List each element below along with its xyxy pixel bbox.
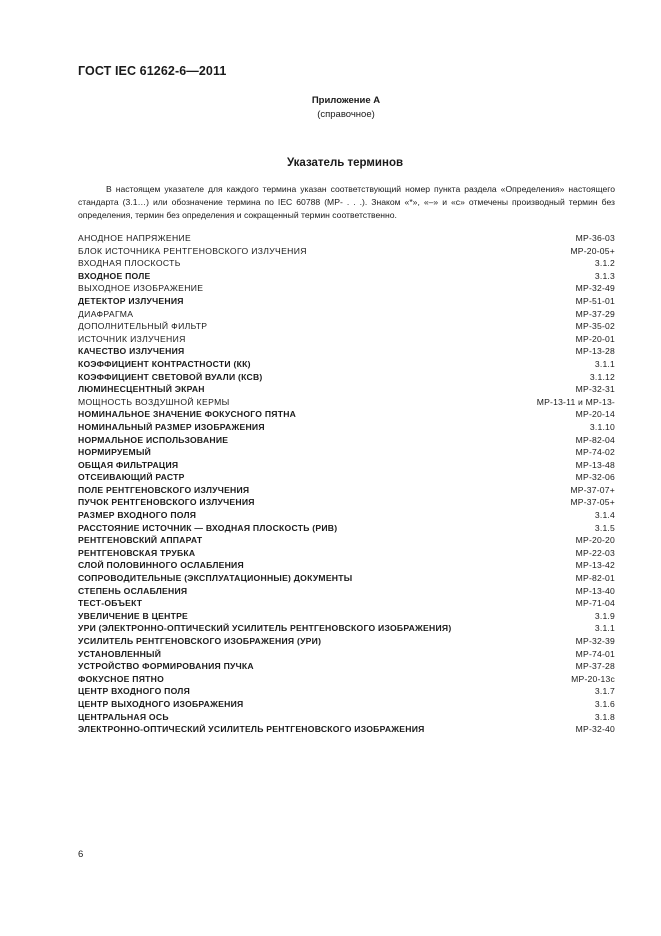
term-row [78, 282, 615, 295]
term-name: НОМИНАЛЬНОЕ ЗНАЧЕНИЕ ФОКУСНОГО ПЯТНА [78, 409, 297, 420]
term-name: ЛЮМИНЕСЦЕНТНЫЙ ЭКРАН [78, 384, 205, 395]
term-reference: МР-32-40 [575, 724, 615, 735]
term-reference: МР-13-42 [575, 560, 615, 571]
term-row [78, 295, 615, 308]
term-reference: 3.1.9 [594, 610, 615, 621]
terms-index [78, 232, 615, 736]
term-row [78, 723, 615, 736]
term-row [78, 610, 615, 623]
term-row [78, 648, 615, 661]
term-reference: 3.1.10 [589, 421, 615, 432]
term-row [78, 459, 615, 472]
term-name: НОРМАЛЬНОЕ ИСПОЛЬЗОВАНИЕ [78, 434, 229, 445]
term-name: НОРМИРУЕМЫЙ [78, 447, 152, 458]
term-row [78, 522, 615, 535]
term-reference: МР-37-05+ [570, 497, 615, 508]
term-name: МОЩНОСТЬ ВОЗДУШНОЙ КЕРМЫ [78, 396, 230, 407]
term-row [78, 408, 615, 421]
term-row [78, 320, 615, 333]
term-reference: МР-82-01 [575, 573, 615, 584]
term-reference: 3.1.12 [589, 371, 615, 382]
term-reference: МР-20-20 [575, 535, 615, 546]
term-name: ПУЧОК РЕНТГЕНОВСКОГО ИЗЛУЧЕНИЯ [78, 497, 255, 508]
term-row [78, 660, 615, 673]
term-reference: МР-13-48 [575, 459, 615, 470]
term-reference: МР-37-07+ [570, 484, 615, 495]
annex-title: Приложение А [311, 95, 381, 106]
term-name: ДОПОЛНИТЕЛЬНЫЙ ФИЛЬТР [78, 321, 208, 332]
term-reference: МР-20-01 [575, 333, 615, 344]
term-reference: 3.1.2 [594, 258, 615, 269]
term-row [78, 270, 615, 283]
term-name: ТЕСТ-ОБЪЕКТ [78, 598, 143, 609]
term-name: КАЧЕСТВО ИЗЛУЧЕНИЯ [78, 346, 185, 357]
term-name: ИСТОЧНИК ИЗЛУЧЕНИЯ [78, 333, 186, 344]
term-row [78, 622, 615, 635]
term-name: ВХОДНОЕ ПОЛЕ [78, 270, 151, 281]
term-name: ЦЕНТРАЛЬНАЯ ОСЬ [78, 711, 169, 722]
term-reference: МР-20-14 [575, 409, 615, 420]
term-reference: МР-51-01 [575, 295, 615, 306]
term-name: ЦЕНТР ВХОДНОГО ПОЛЯ [78, 686, 190, 697]
term-row [78, 371, 615, 384]
term-reference: МР-74-02 [575, 447, 615, 458]
term-name: РЕНТГЕНОВСКИЙ АППАРАТ [78, 535, 203, 546]
term-reference: МР-20-05+ [570, 245, 615, 256]
term-row [78, 559, 615, 572]
term-row [78, 383, 615, 396]
term-name: НОМИНАЛЬНЫЙ РАЗМЕР ИЗОБРАЖЕНИЯ [78, 421, 265, 432]
term-row [78, 333, 615, 346]
term-name: ВХОДНАЯ ПЛОСКОСТЬ [78, 258, 181, 269]
term-row [78, 358, 615, 371]
term-reference: 3.1.7 [594, 686, 615, 697]
term-reference: МР-20-13с [571, 673, 615, 684]
term-name: ДИАФРАГМА [78, 308, 134, 319]
term-reference: МР-82-04 [575, 434, 615, 445]
term-row [78, 245, 615, 258]
term-reference: МР-13-28 [575, 346, 615, 357]
annex-subtitle: (справочное) [317, 109, 375, 120]
term-row [78, 257, 615, 270]
term-row [78, 345, 615, 358]
term-row [78, 635, 615, 648]
term-reference: 3.1.1 [594, 358, 615, 369]
term-name: АНОДНОЕ НАПРЯЖЕНИЕ [78, 233, 192, 243]
term-name: РАЗМЕР ВХОДНОГО ПОЛЯ [78, 510, 197, 521]
term-row [78, 396, 615, 409]
section-title: Указатель терминов [286, 157, 404, 169]
term-name: ФОКУСНОЕ ПЯТНО [78, 673, 165, 684]
term-row [78, 446, 615, 459]
page-number: 6 [78, 849, 84, 860]
term-row [78, 572, 615, 585]
term-row [78, 484, 615, 497]
term-name: ДЕТЕКТОР ИЗЛУЧЕНИЯ [78, 295, 184, 306]
term-row [78, 509, 615, 522]
term-row [78, 232, 615, 245]
term-name: БЛОК ИСТОЧНИКА РЕНТГЕНОВСКОГО ИЗЛУЧЕНИЯ [78, 245, 307, 256]
term-name: ОТСЕИВАЮЩИЙ РАСТР [78, 472, 185, 483]
term-name: УСТАНОВЛЕННЫЙ [78, 648, 162, 659]
term-reference: МР-74-01 [575, 648, 615, 659]
term-name: УРИ (ЭЛЕКТРОННО-ОПТИЧЕСКИЙ УСИЛИТЕЛЬ РЕНТГЕНОВСКОГО ИЗОБРАЖЕНИЯ) [78, 623, 452, 634]
term-name: ЭЛЕКТРОННО-ОПТИЧЕСКИЙ УСИЛИТЕЛЬ РЕНТГЕНОВСКОГО ИЗОБРАЖЕНИЯ [78, 724, 425, 735]
term-row [78, 597, 615, 610]
term-reference: МР-35-02 [575, 321, 615, 332]
term-name: СЛОЙ ПОЛОВИННОГО ОСЛАБЛЕНИЯ [78, 560, 244, 571]
term-row [78, 496, 615, 509]
term-name: ВЫХОДНОЕ ИЗОБРАЖЕНИЕ [78, 283, 204, 294]
term-name: РЕНТГЕНОВСКАЯ ТРУБКА [78, 547, 196, 558]
term-reference: 3.1.1 [594, 623, 615, 634]
term-row [78, 308, 615, 321]
term-reference: 3.1.4 [594, 510, 615, 521]
term-reference: МР-22-03 [575, 547, 615, 558]
term-row [78, 711, 615, 724]
term-name: ПОЛЕ РЕНТГЕНОВСКОГО ИЗЛУЧЕНИЯ [78, 484, 250, 495]
term-name: УСИЛИТЕЛЬ РЕНТГЕНОВСКОГО ИЗОБРАЖЕНИЯ (УРИ) [78, 636, 322, 646]
term-name: СТЕПЕНЬ ОСЛАБЛЕНИЯ [78, 585, 188, 596]
term-name: ОБЩАЯ ФИЛЬТРАЦИЯ [78, 459, 179, 470]
term-reference: МР-13-40 [575, 585, 615, 596]
term-row [78, 421, 615, 434]
term-row [78, 585, 615, 598]
term-reference: МР-71-04 [575, 598, 615, 609]
term-reference: МР-32-39 [575, 636, 615, 646]
term-row [78, 547, 615, 560]
term-row [78, 471, 615, 484]
term-reference: 3.1.8 [594, 711, 615, 722]
term-reference: МР-37-28 [575, 661, 615, 672]
term-name: РАССТОЯНИЕ ИСТОЧНИК — ВХОДНАЯ ПЛОСКОСТЬ (РИВ) [78, 522, 338, 533]
term-row [78, 685, 615, 698]
annex-heading [300, 94, 392, 122]
term-name: УСТРОЙСТВО ФОРМИРОВАНИЯ ПУЧКА [78, 661, 254, 672]
term-reference: 3.1.5 [594, 522, 615, 533]
term-reference: МР-13-11 и МР-13- [536, 396, 615, 407]
term-reference: 3.1.6 [594, 698, 615, 709]
term-name: КОЭФФИЦИЕНТ СВЕТОВОЙ ВУАЛИ (КСВ) [78, 371, 263, 382]
term-reference: 3.1.3 [594, 270, 615, 281]
term-reference: МР-32-06 [575, 472, 615, 483]
term-row [78, 534, 615, 547]
term-row [78, 434, 615, 447]
term-reference: МР-32-31 [575, 384, 615, 395]
term-name: ЦЕНТР ВЫХОДНОГО ИЗОБРАЖЕНИЯ [78, 698, 244, 709]
term-reference: МР-32-49 [575, 283, 615, 294]
term-reference: МР-37-29 [575, 308, 615, 319]
term-name: СОПРОВОДИТЕЛЬНЫЕ (ЭКСПЛУАТАЦИОННЫЕ) ДОКУМЕНТЫ [78, 573, 353, 584]
term-reference: МР-36-03 [575, 233, 615, 243]
term-row [78, 673, 615, 686]
term-name: УВЕЛИЧЕНИЕ В ЦЕНТРЕ [78, 610, 189, 621]
term-row [78, 698, 615, 711]
standard-header: ГОСТ IEC 61262-6—2011 [78, 64, 227, 78]
intro-paragraph: В настоящем указателе для каждого термина указан соответствующий номер пункта раздела «Определения» настоящего стандарта (3.1…) или обозначение термина по IEC 60788 (MP- . . .). Знаком «*», «–» и «с» отмечены производный термин без определения, термин без определения и сокращенный термин соответственно. [78, 184, 615, 220]
term-name: КОЭФФИЦИЕНТ КОНТРАСТНОСТИ (КК) [78, 358, 251, 369]
